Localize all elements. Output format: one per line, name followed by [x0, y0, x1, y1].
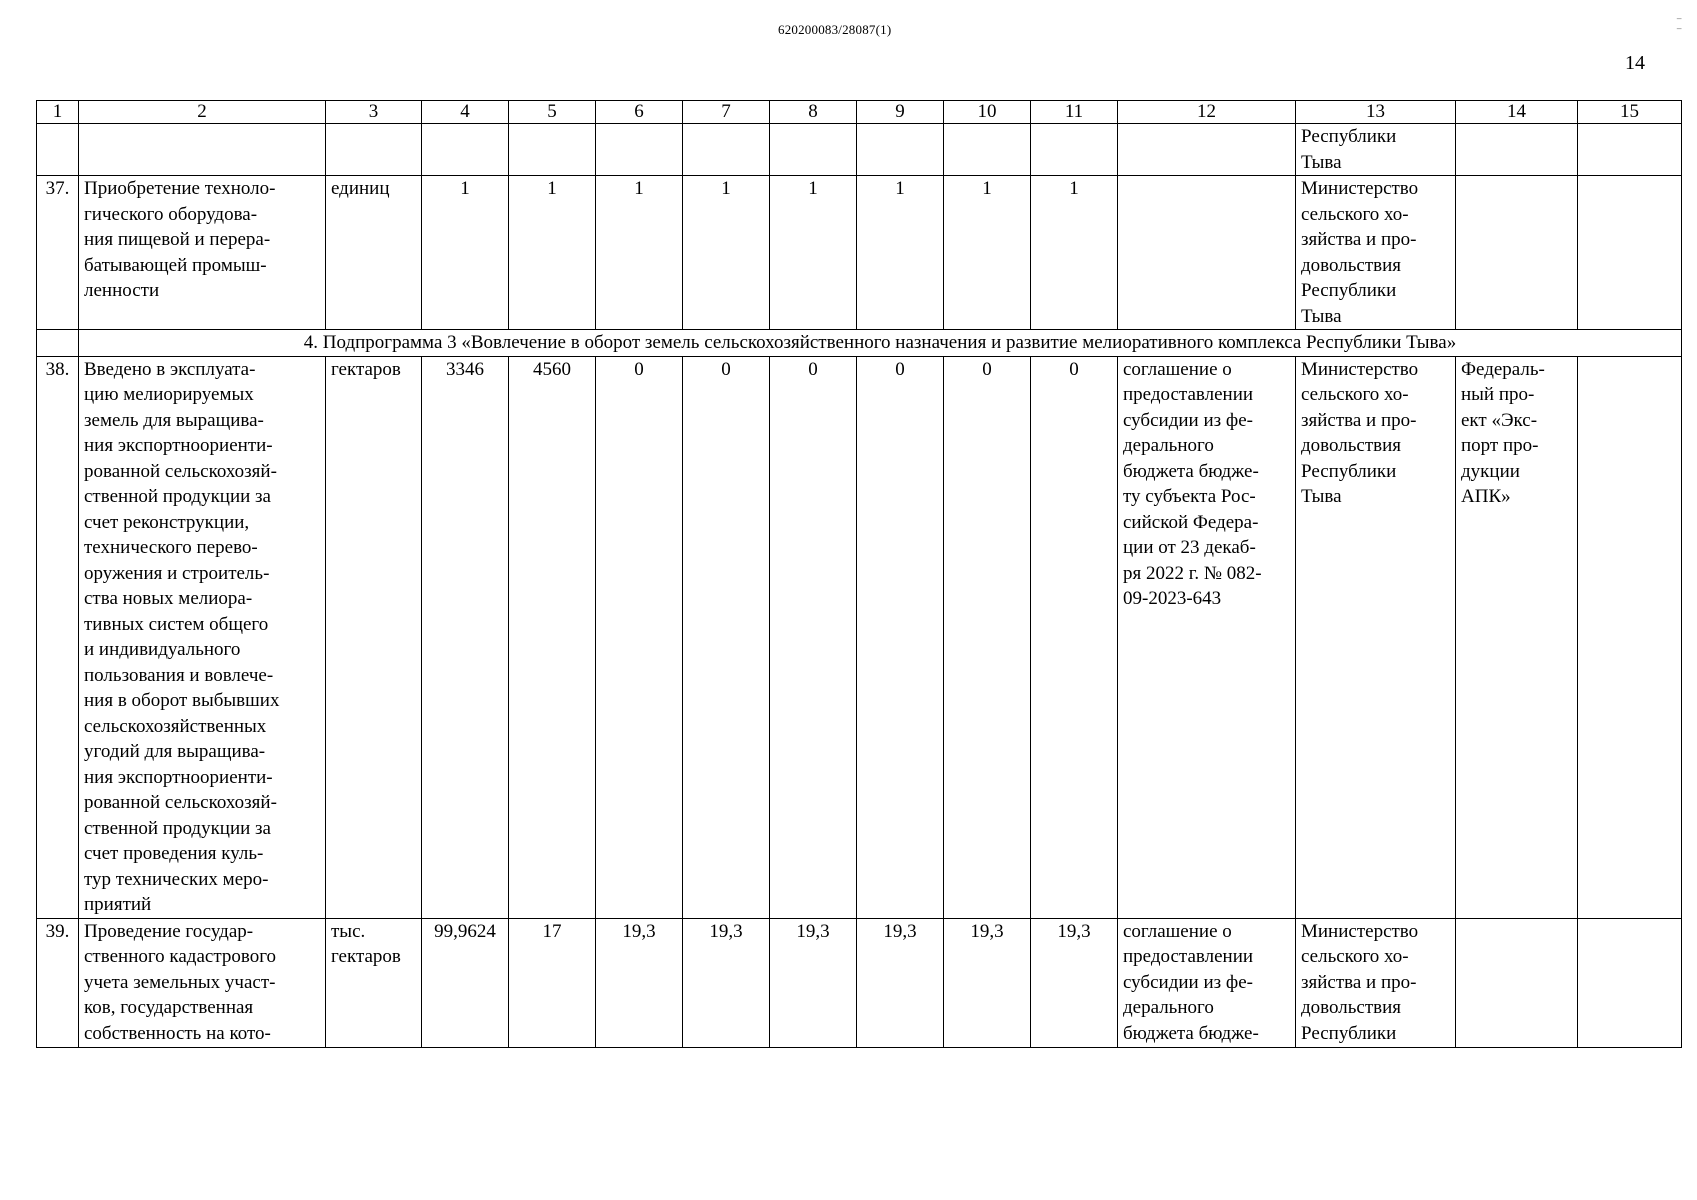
value-cell: 17: [509, 918, 596, 1047]
text-line: тивных систем общего: [84, 613, 269, 635]
table-row-37: [37, 176, 1682, 330]
text-line: предоставлении: [1123, 946, 1254, 967]
text-line: Введено в эксплуата-: [84, 358, 256, 380]
document-id: 620200083/28087(1): [778, 22, 892, 37]
unit-cell: единиц: [326, 176, 422, 330]
value-cell: 0: [596, 356, 683, 918]
text-line: земель для выращива-: [84, 409, 264, 431]
text-line: Республики: [1301, 126, 1397, 147]
col-header: 6: [596, 101, 683, 124]
text-line: 09-2023-643: [1123, 588, 1222, 609]
executor-cell: [1296, 918, 1456, 1047]
value-cell: 1: [944, 176, 1031, 330]
col-header: 15: [1578, 101, 1682, 124]
section-title: 4. Подпрограмма 3 «Вовлечение в оборот земель сельскохозяйственного назначения и развитие мелиоративного комплекса Республики Тыва»: [79, 330, 1682, 357]
cell: [1578, 124, 1682, 176]
text-line: Приобретение техноло-: [84, 178, 276, 199]
text-line: угодий для выращива-: [84, 741, 266, 762]
value-cell: 19,3: [770, 918, 857, 1047]
executor-cell: [1296, 356, 1456, 918]
basis-cell: [1118, 176, 1296, 330]
project-cell: [1456, 356, 1578, 918]
value-cell: 19,3: [683, 918, 770, 1047]
value-cell: 99,9624: [422, 918, 509, 1047]
text-line: бюджета бюдже-: [1123, 1022, 1259, 1044]
column-number-row: [37, 101, 1682, 124]
text-line: гического оборудова-: [84, 203, 258, 225]
text-line: АПК»: [1461, 486, 1511, 507]
scan-mark-icon: ⁻ ⁻: [1676, 14, 1683, 38]
text-line: Тыва: [1301, 305, 1342, 327]
cell: [596, 124, 683, 176]
value-cell: 1: [1031, 176, 1118, 330]
text-line: Министерство: [1301, 358, 1419, 380]
cell: [79, 124, 326, 176]
text-line: тыс.: [331, 920, 366, 942]
text-line: бюджета бюдже-: [1123, 460, 1259, 482]
text-line: ков, государственная: [84, 997, 254, 1018]
text-line: ря 2022 г. № 082-: [1123, 562, 1262, 584]
text-line: довольствия: [1301, 254, 1402, 276]
text-line: батывающей промыш-: [84, 254, 267, 276]
value-cell: 19,3: [857, 918, 944, 1047]
text-line: счет проведения куль-: [84, 843, 264, 864]
data-table: [36, 100, 1682, 1048]
col-header: 13: [1296, 101, 1456, 124]
col-header: 14: [1456, 101, 1578, 124]
text-line: гектаров: [331, 946, 401, 967]
value-cell: 1: [770, 176, 857, 330]
text-line: сельскохозяйственных: [84, 715, 267, 737]
text-line: зяйства и про-: [1301, 409, 1417, 431]
value-cell: 0: [1031, 356, 1118, 918]
text-line: ния в оборот выбывших: [84, 690, 280, 711]
text-line: ния пищевой и перера-: [84, 229, 271, 250]
text-line: ленности: [84, 280, 160, 301]
value-cell: 19,3: [596, 918, 683, 1047]
project-cell: [1456, 176, 1578, 330]
cell: [1578, 918, 1682, 1047]
text-line: сельского хо-: [1301, 946, 1409, 967]
col-header: 8: [770, 101, 857, 124]
cell: [1578, 176, 1682, 330]
text-line: Федераль-: [1461, 358, 1545, 380]
project-cell: [1456, 918, 1578, 1047]
value-cell: 19,3: [944, 918, 1031, 1047]
text-line: зяйства и про-: [1301, 971, 1417, 993]
page-number: 14: [1625, 52, 1645, 74]
text-line: дерального: [1123, 435, 1214, 456]
cell: [1031, 124, 1118, 176]
row-number: 37.: [37, 176, 79, 330]
text-line: Республики: [1301, 1022, 1397, 1044]
value-cell: 19,3: [1031, 918, 1118, 1047]
text-line: ства новых мелиора-: [84, 588, 253, 609]
text-line: рованной сельскохозяй-: [84, 460, 277, 482]
cell: [1578, 356, 1682, 918]
text-line: Республики: [1301, 280, 1397, 301]
text-line: ния экспортноориенти-: [84, 435, 273, 456]
cell: [1456, 124, 1578, 176]
table-row-38: [37, 356, 1682, 918]
value-cell: 0: [944, 356, 1031, 918]
value-cell: 1: [422, 176, 509, 330]
text-line: зяйства и про-: [1301, 229, 1417, 250]
text-line: ния экспортноориенти-: [84, 766, 273, 788]
text-line: ственной продукции за: [84, 486, 271, 507]
text-line: учета земельных участ-: [84, 971, 276, 993]
text-line: довольствия: [1301, 435, 1402, 456]
text-line: Республики: [1301, 460, 1397, 482]
text-line: соглашение о: [1123, 920, 1232, 942]
text-line: собственность на кото-: [84, 1022, 271, 1044]
indicator-name-cell: [79, 356, 326, 918]
col-header: 4: [422, 101, 509, 124]
text-line: пользования и вовлече-: [84, 664, 274, 686]
text-line: цию мелиорируемых: [84, 384, 254, 405]
text-line: сельского хо-: [1301, 203, 1409, 225]
text-line: ственного кадастрового: [84, 946, 277, 967]
text-line: дерального: [1123, 997, 1214, 1018]
value-cell: 0: [683, 356, 770, 918]
section-row: [37, 330, 1682, 357]
value-cell: 0: [770, 356, 857, 918]
text-line: ции от 23 декаб-: [1123, 537, 1256, 558]
text-line: Тыва: [1301, 486, 1342, 507]
basis-cell: [1118, 356, 1296, 918]
text-line: дукции: [1461, 460, 1520, 482]
text-line: ект «Экс-: [1461, 409, 1538, 431]
cell: [326, 124, 422, 176]
cell: [509, 124, 596, 176]
unit-cell: гектаров: [326, 356, 422, 918]
row-number: 38.: [37, 356, 79, 918]
cell: [944, 124, 1031, 176]
basis-cell: [1118, 918, 1296, 1047]
col-header: 12: [1118, 101, 1296, 124]
col-header: 10: [944, 101, 1031, 124]
text-line: ту субъекта Рос-: [1123, 486, 1256, 507]
text-line: субсидии из фе-: [1123, 971, 1253, 993]
text-line: ственной продукции за: [84, 817, 271, 839]
unit-cell: [326, 918, 422, 1047]
text-line: приятий: [84, 894, 152, 915]
cell: [770, 124, 857, 176]
col-header: 3: [326, 101, 422, 124]
text-line: довольствия: [1301, 997, 1402, 1018]
text-line: Тыва: [1301, 151, 1342, 173]
table-row-continued: [37, 124, 1682, 176]
indicator-name-cell: [79, 918, 326, 1047]
row-number: 39.: [37, 918, 79, 1047]
cell: [683, 124, 770, 176]
table-row-39: [37, 918, 1682, 1047]
col-header: 1: [37, 101, 79, 124]
value-cell: 0: [857, 356, 944, 918]
text-line: технического перево-: [84, 537, 258, 558]
text-line: сельского хо-: [1301, 384, 1409, 405]
text-line: предоставлении: [1123, 384, 1254, 405]
text-line: счет реконструкции,: [84, 511, 250, 533]
value-cell: 1: [596, 176, 683, 330]
text-line: сийской Федера-: [1123, 511, 1259, 533]
text-line: Министерство: [1301, 178, 1419, 199]
text-line: оружения и строитель-: [84, 562, 270, 584]
text-line: Министерство: [1301, 920, 1419, 942]
col-header: 11: [1031, 101, 1118, 124]
value-cell: 3346: [422, 356, 509, 918]
indicator-name-cell: [79, 176, 326, 330]
cell: [857, 124, 944, 176]
col-header: 7: [683, 101, 770, 124]
cell: [1118, 124, 1296, 176]
col-header: 2: [79, 101, 326, 124]
text-line: ный про-: [1461, 384, 1535, 405]
text-line: порт про-: [1461, 435, 1539, 456]
text-line: и индивидуального: [84, 639, 241, 660]
text-line: соглашение о: [1123, 358, 1232, 380]
executor-cell: [1296, 124, 1456, 176]
value-cell: 1: [683, 176, 770, 330]
executor-cell: [1296, 176, 1456, 330]
cell: [37, 330, 79, 357]
col-header: 9: [857, 101, 944, 124]
text-line: рованной сельскохозяй-: [84, 792, 277, 813]
cell: [422, 124, 509, 176]
value-cell: 1: [857, 176, 944, 330]
value-cell: 4560: [509, 356, 596, 918]
text-line: Проведение государ-: [84, 920, 254, 942]
col-header: 5: [509, 101, 596, 124]
text-line: субсидии из фе-: [1123, 409, 1253, 431]
text-line: тур технических меро-: [84, 868, 269, 890]
cell: [37, 124, 79, 176]
value-cell: 1: [509, 176, 596, 330]
